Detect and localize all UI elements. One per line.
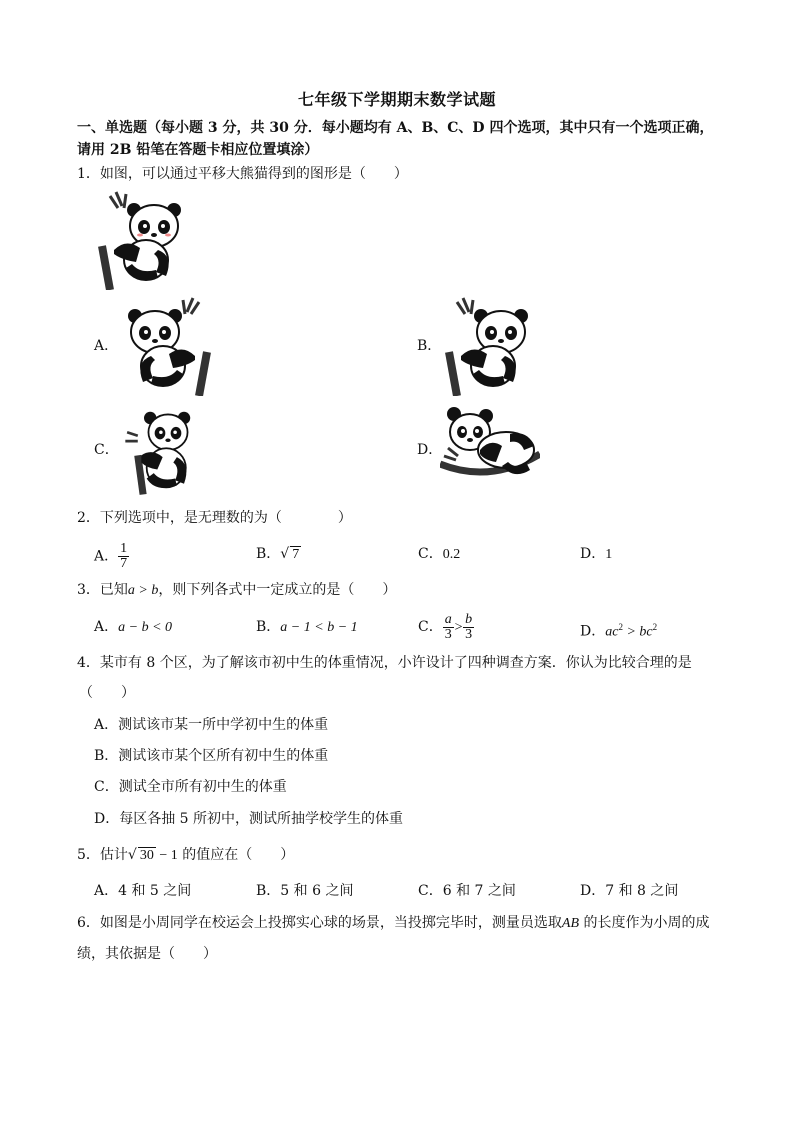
segment-label: AB <box>561 916 580 931</box>
option-value-right: > bc <box>622 624 653 640</box>
question-number: 4． <box>77 655 100 671</box>
option-label: B． <box>256 546 281 562</box>
exponent: 2 <box>618 622 623 632</box>
option-label: C． <box>418 546 443 562</box>
section-header-line1: 一、单选题（每小题 3 分，共 30 分．每小题均有 A、B、C、D 四个选项，其中只有一个选项正确， <box>77 120 714 136</box>
q5-option-a: A．4 和 5 之间 <box>94 883 192 899</box>
question-5 <box>77 845 294 866</box>
q4-option-d: D．每区各抽 5 所初中，测试所抽学校学生的体重 <box>94 811 404 827</box>
option-label: D． <box>580 546 606 562</box>
question-stem: 下列选项中，是无理数的为（ ） <box>99 510 352 526</box>
question-number: 1． <box>77 166 100 182</box>
question-6-line2: 绩，其依据是（ ） <box>77 946 217 962</box>
panda-option-d-image <box>440 404 540 492</box>
question-number: 3． <box>77 582 100 598</box>
question-1 <box>77 164 408 184</box>
q2-option-a <box>94 542 129 571</box>
question-4 <box>77 653 692 673</box>
question-stem-pre: 估计 <box>99 847 128 863</box>
q2-option-c <box>418 544 460 565</box>
q2-option-b <box>256 544 301 564</box>
option-label: B． <box>256 619 281 635</box>
panda-original-image <box>96 190 186 290</box>
panda-option-a-image <box>122 296 214 396</box>
q4-option-c: C．测试全市所有初中生的体重 <box>94 779 287 795</box>
option-label: A． <box>94 548 119 565</box>
option-d-label: D． <box>417 442 443 458</box>
question-stem-mid: − 1 <box>155 848 178 863</box>
option-value: a − 1 < b − 1 <box>280 620 358 635</box>
question-stem-post: 的值应在（ ） <box>177 847 295 863</box>
q4-option-a: A．测试该市某一所中学初中生的体重 <box>94 717 329 733</box>
option-label: A． <box>94 619 119 635</box>
question-number: 5． <box>77 847 100 863</box>
operator: > <box>453 620 464 635</box>
panda-option-c-image <box>120 400 200 500</box>
question-6 <box>77 913 709 934</box>
option-value: 0.2 <box>442 547 461 562</box>
question-stem: 某市有 8 个区，为了解该市初中生的体重情况，小许设计了四种调查方案．你认为比较合理的是 <box>99 655 692 671</box>
question-stem-pre: 已知 <box>99 582 128 598</box>
exponent: 2 <box>652 622 658 632</box>
q3-option-d <box>580 617 657 643</box>
fraction-one-seventh: $\frac{1}{7}$ <box>120 541 128 571</box>
option-b-label: B． <box>417 338 442 354</box>
q3-option-a <box>94 617 172 638</box>
question-stem-pre: 如图是小周同学在校运会上投掷实心球的场景，当投掷完毕时，测量员选取 <box>99 915 562 931</box>
question-stem: 如图，可以通过平移大熊猫得到的图形是（ ） <box>99 166 408 182</box>
option-a-label: A． <box>94 338 119 354</box>
q4-option-b: B．测试该市某个区所有初中生的体重 <box>94 748 329 764</box>
option-value: a − b < 0 <box>118 620 173 635</box>
q3-option-b <box>256 617 358 638</box>
question-stem-post: ，则下列各式中一定成立的是（ ） <box>158 582 397 598</box>
option-c-label: C． <box>94 442 119 458</box>
question-stem-post: 的长度作为小周的成 <box>579 915 710 931</box>
radicand: 7 <box>292 547 300 562</box>
q3-option-c <box>418 608 474 647</box>
condition: a > b <box>127 583 159 598</box>
question-3 <box>77 580 396 601</box>
q5-option-d: D．7 和 8 之间 <box>580 883 679 899</box>
panda-option-b-image <box>442 296 534 396</box>
fraction-a-over-3: $\frac{a}{3}$ <box>444 611 452 642</box>
q5-option-c: C．6 和 7 之间 <box>418 883 516 899</box>
option-label: C． <box>418 619 443 635</box>
question-4-paren: （ ） <box>79 685 135 701</box>
q5-option-b: B．5 和 6 之间 <box>256 883 354 899</box>
q2-option-d <box>580 544 612 565</box>
radicand: 30 <box>139 848 154 863</box>
page-title: 七年级下学期期末数学试题 <box>297 90 496 109</box>
option-value: 1 <box>605 547 613 562</box>
question-2 <box>77 508 352 528</box>
section-header-line2: 请用 2B 铅笔在答题卡相应位置填涂） <box>77 142 319 158</box>
option-value-left: ac <box>605 624 619 640</box>
question-number: 6． <box>77 915 100 931</box>
fraction-b-over-3: $\frac{b}{3}$ <box>465 611 473 642</box>
radical-sign-icon: √ <box>127 847 137 863</box>
radical-sign-icon: √ <box>280 546 290 562</box>
question-number: 2． <box>77 510 100 526</box>
option-label: D． <box>580 623 606 640</box>
